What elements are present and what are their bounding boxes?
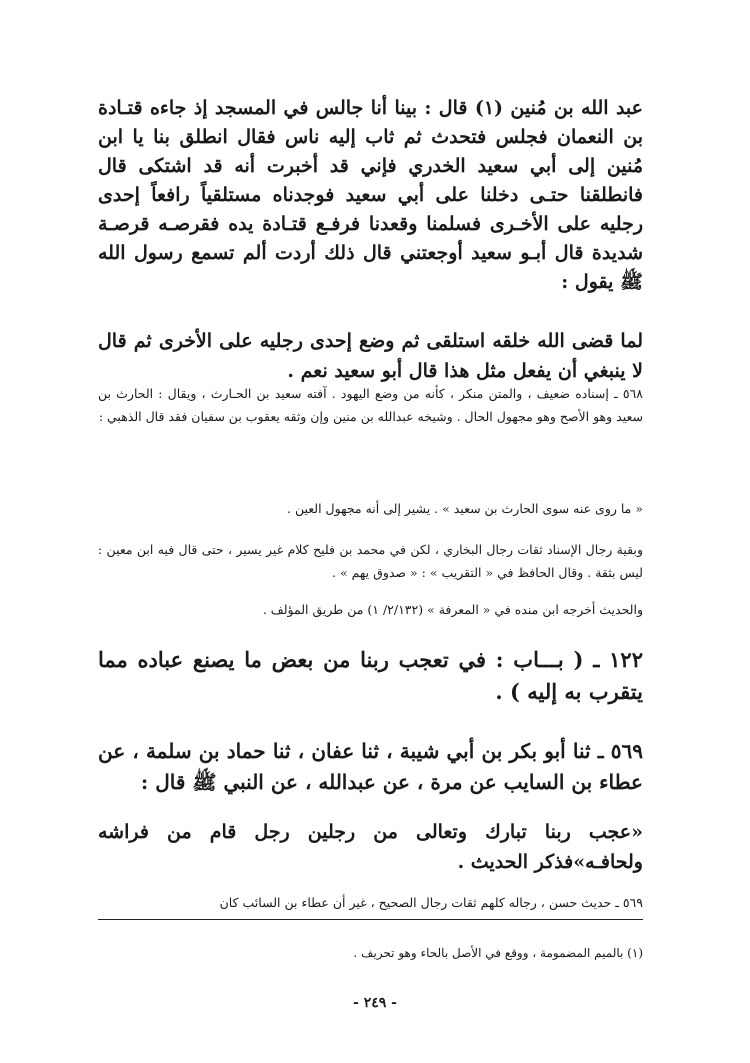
commentary-568-paragraph-3: وبقية رجال الإسناد ثقات رجال البخاري ، لكن في محمد بن فليح كلام غير يسير ، حتى قال فيه ابن معين : ليس بثقة . وقال الحافظ في « التقريب » : « صدوق يهم » .	[98, 542, 643, 580]
page-number: - ٢٤٩ -	[353, 995, 397, 1011]
footnote: (١) بالميم المضمومة ، ووقع في الأصل بالحاء وهو تحريف .	[353, 946, 643, 960]
main-narration-text: عبد الله بن مُنين (١) قال : بينا أنا جالس في المسجد إذ جاءه قتـادة بن النعمان فجلس فتحدث ثم ثاب إليه ناس فقال انطلق بنا يا ابن مُنين إلى أبي سعيد الخدري فإني قد أخبرت أنه قد اشتكى قال فانطلقنا حتـى دخلنا على أبي سعيد فوجدناه مستلقياً رافعاً إحدى رجليه على الأخـرى فسلمنا وقعدنا فرفـع قتـادة يده فقرصـه قرصـة شديدة قال أبـو سعيد أوجعتني قال ذلك أردت ألم تسمع رسول الله ﷺ يقول :	[98, 97, 643, 293]
commentary-568-paragraph-1: ٥٦٨ ـ إسناده ضعيف ، والمتن منكر ، كأنه من وضع اليهود . آفته سعيد بن الحـارث ، ويقال : الحارث بن سعيد وهو الأصح وهو مجهول الحال . وشيخه عبدالله بن منين وإن وثقه يعقوب بن سفيان فقد قال الذهبي :	[98, 386, 643, 424]
commentary-568-paragraph-2: « ما روى عنه سوى الحارث بن سعيد » . يشير إلى أنه مجهول العين .	[287, 501, 643, 516]
hadith-text: لما قضى الله خلقه استلقى ثم وضع إحدى رجليه على الأخرى ثم قال لا ينبغي أن يفعل مثل هذا قال أبو سعيد نعم .	[98, 330, 643, 382]
commentary-569: ٥٦٩ ـ حديث حسن ، رجاله كلهم ثقات رجال الصحيح ، غير أن عطاء بن السائب كان	[219, 895, 643, 910]
hadith-569-isnad: ٥٦٩ ـ ثنا أبو بكر بن أبي شيبة ، ثنا عفان ، ثنا حماد بن سلمة ، عن عطاء بن السايب عن مرة ، عن عبدالله ، عن النبي ﷺ قال :	[98, 739, 643, 794]
footnote-divider	[98, 919, 643, 920]
chapter-heading: ١٢٢ ـ ( بـــاب : في تعجب ربنا من بعض ما يصنع عباده مما يتقرب به إليه ) .	[98, 647, 643, 704]
hadith-569-matn: «عجب ربنا تبارك وتعالى من رجلين رجل قام من فراشه ولحافـه»فذكر الحديث .	[98, 821, 643, 873]
commentary-568-paragraph-4: والحديث أخرجه ابن منده في « المعرفة » (٢/١٣٢/ ١) من طريق المؤلف .	[262, 602, 643, 617]
